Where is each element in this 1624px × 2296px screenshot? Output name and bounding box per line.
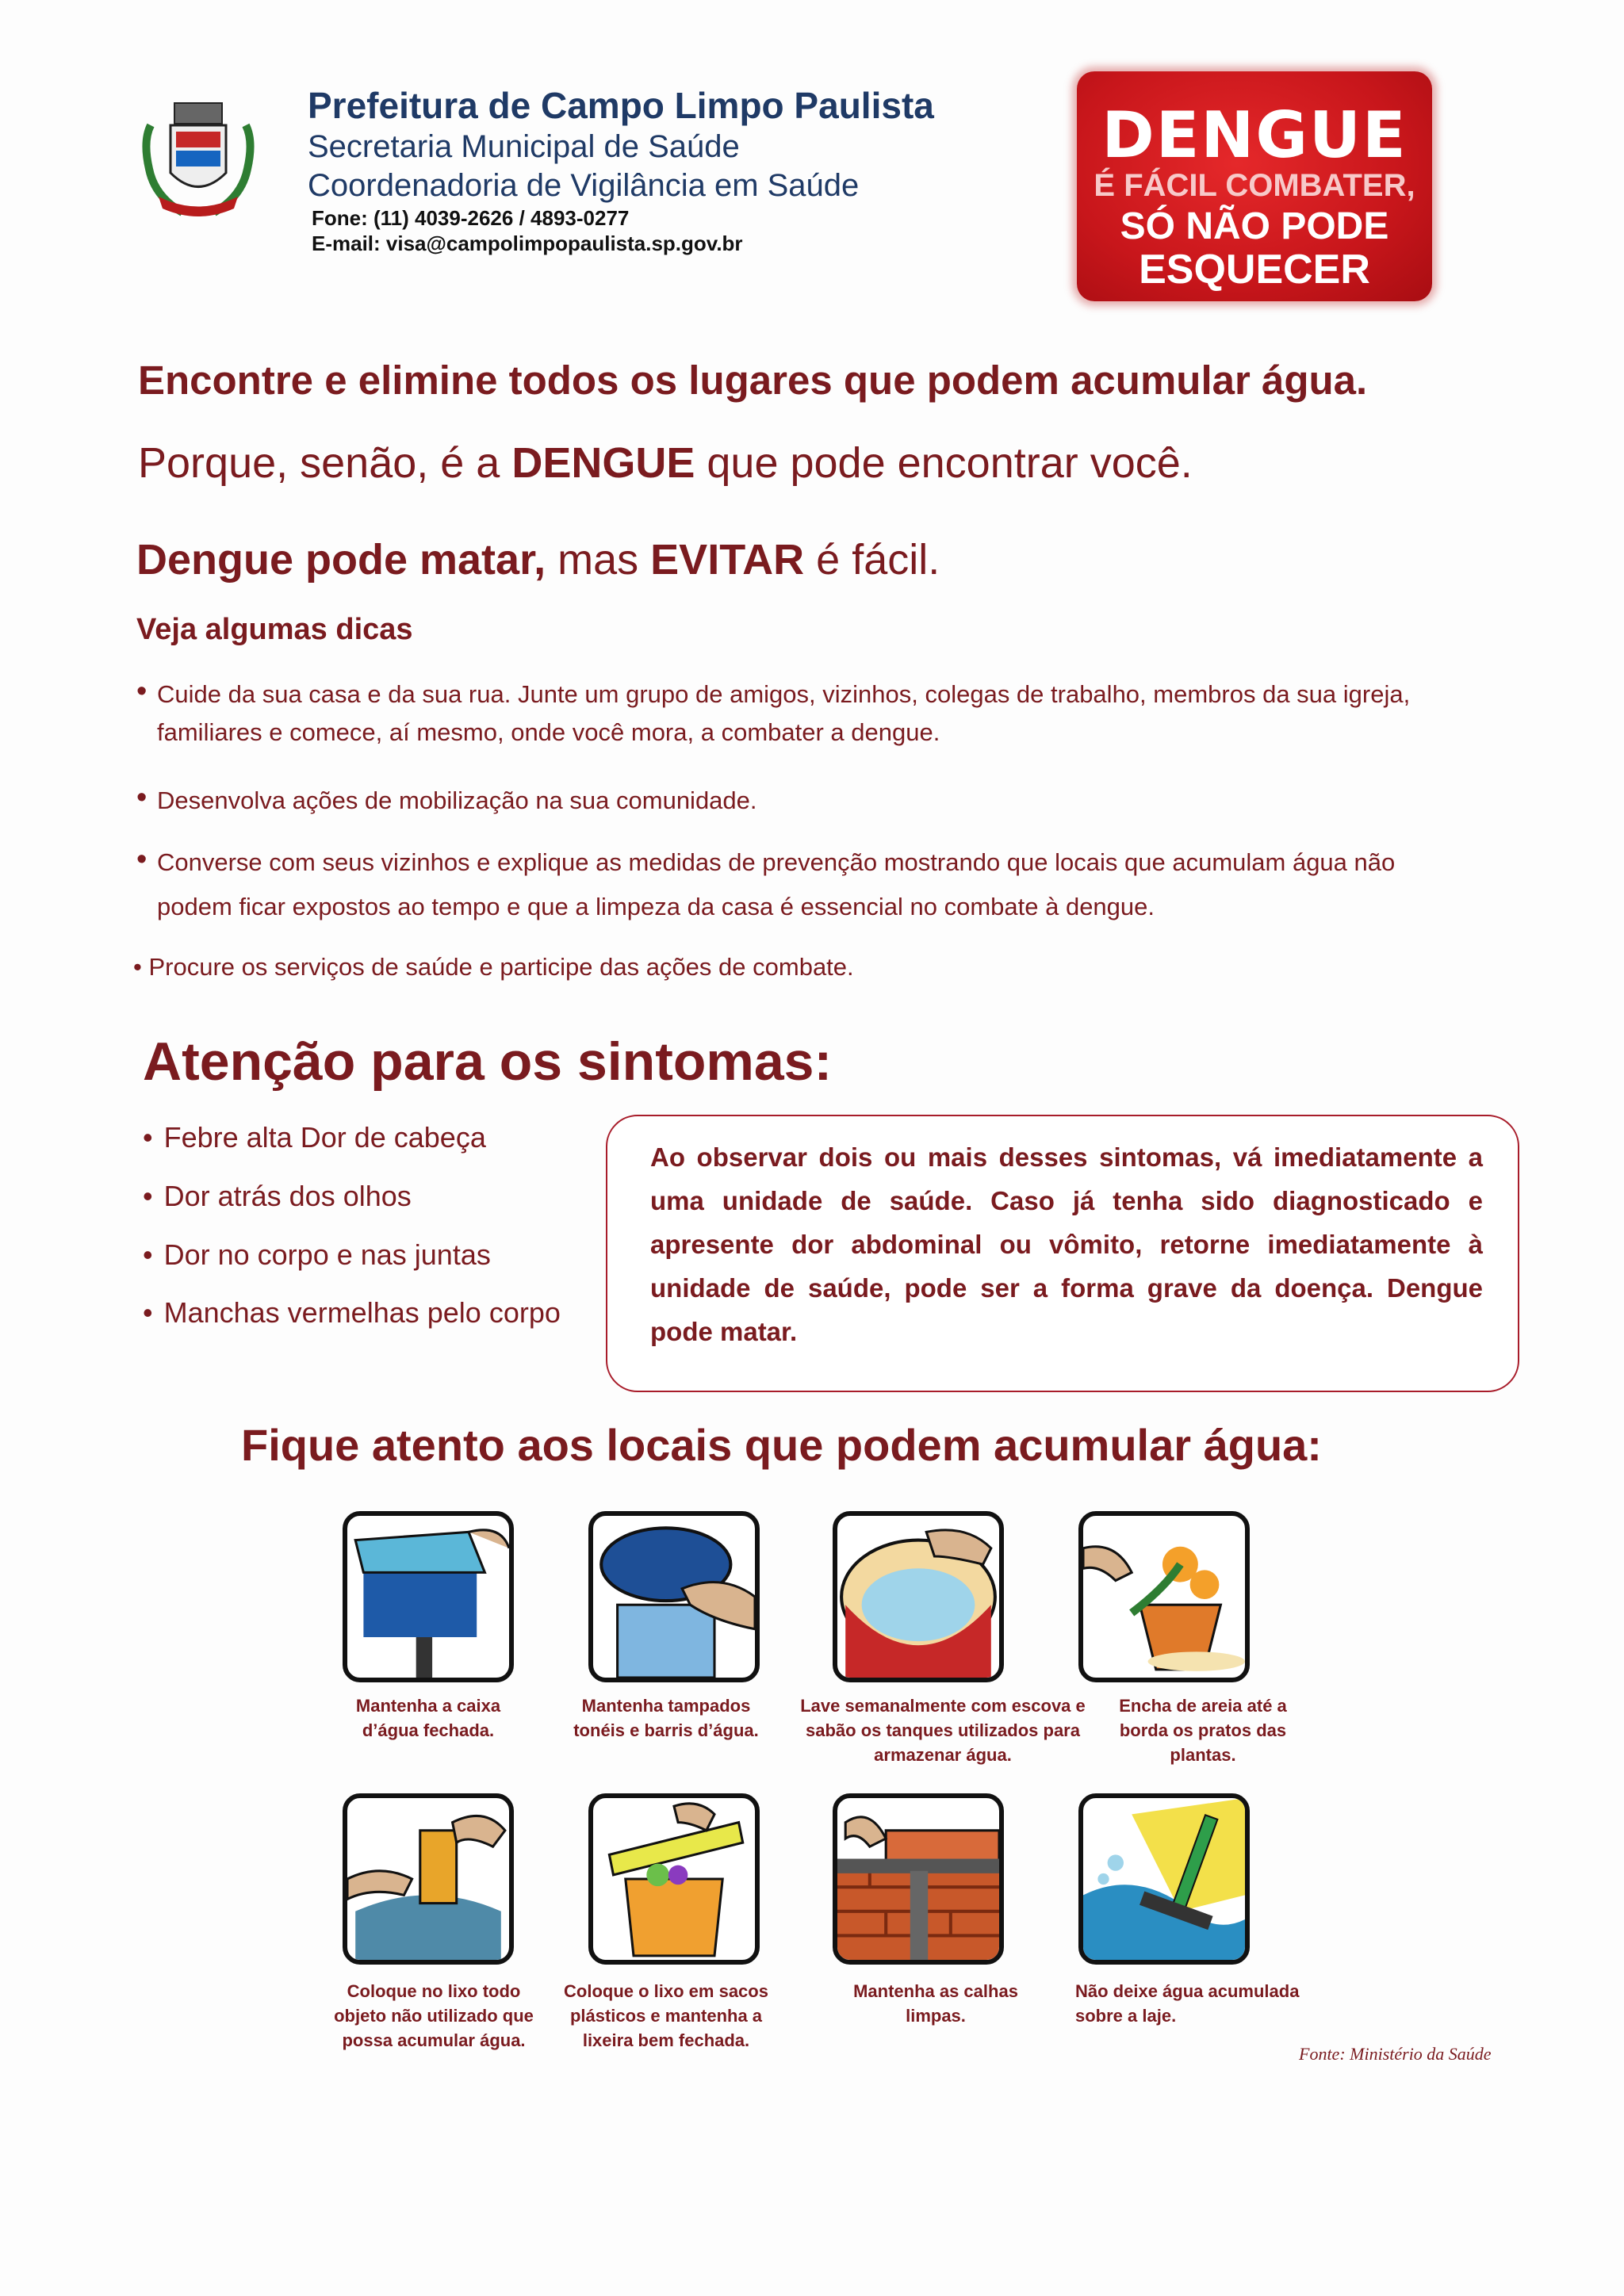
header-secretaria: Secretaria Municipal de Saúde (308, 129, 740, 164)
symptoms-title: Atenção para os sintomas: (143, 1031, 833, 1092)
washing-tub-icon (833, 1511, 1004, 1682)
source-citation: Fonte: Ministério da Saúde (1299, 2044, 1492, 2064)
tips-title: Veja algumas dicas (136, 613, 413, 646)
intro-headline: Encontre e elimine todos os lugares que podem acumular água. (138, 358, 1368, 403)
location-caption: Lave semanalmente com escova e sabão os tanques utilizados para armazenar água. (800, 1696, 1086, 1765)
badge-line2: É FÁCIL COMBATER, (1094, 168, 1415, 203)
location-caption: Mantenha a caixa d’água fechada. (355, 1696, 501, 1740)
tip-item: • Desenvolva ações de mobilização na sua comunidade. (136, 781, 757, 814)
symptom-item: • Febre alta Dor de cabeça (143, 1121, 486, 1154)
municipal-crest-icon (127, 94, 270, 228)
dengue-campaign-badge (1077, 71, 1432, 301)
symptom-item: • Manchas vermelhas pelo corpo (143, 1296, 561, 1329)
header-phone: Fone: (11) 4039-2626 / 4893-0277 (312, 206, 630, 230)
location-caption: Encha de areia até a borda os pratos das plantas. (1119, 1696, 1287, 1765)
tip-item: • Procure os serviços de saúde e participe das ações de combate. (133, 953, 854, 981)
symptom-item: • Dor atrás dos olhos (143, 1180, 412, 1212)
roof-gutter-icon (833, 1793, 1004, 1965)
water-tank-icon (343, 1511, 514, 1682)
plant-pot-sand-icon (1078, 1511, 1250, 1682)
location-caption: Não deixe água acumulada sobre a laje. (1075, 1981, 1300, 2026)
intro-kill-line: Dengue pode matar, mas EVITAR é fácil. (136, 536, 940, 584)
intro-subline: Porque, senão, é a DENGUE que pode encontrar você. (138, 439, 1193, 487)
symptom-item: • Dor no corpo e nas juntas (143, 1238, 491, 1271)
location-caption: Coloque o lixo em sacos plásticos e mantenha a lixeira bem fechada. (564, 1981, 768, 2050)
badge-word: DENGUE (1101, 98, 1408, 172)
trash-bottle-icon (343, 1793, 514, 1965)
header-email: E-mail: visa@campolimpopaulista.sp.gov.br (312, 232, 743, 255)
locations-title: Fique atento aos locais que podem acumular água: (241, 1420, 1322, 1470)
symptoms-alert-box (606, 1115, 1519, 1392)
barrel-lid-icon (588, 1511, 760, 1682)
badge-line3: SÓ NÃO PODE (1120, 205, 1389, 247)
location-caption: Mantenha as calhas limpas. (853, 1981, 1018, 2026)
slab-squeegee-icon (1078, 1793, 1250, 1965)
tip-item: • Cuide da sua casa e da sua rua. Junte um grupo de amigos, vizinhos, colegas de trabalho, membros da sua igreja, familiares e comece, aí mesmo, onde você mora, a combater a dengue. (136, 675, 1411, 746)
header-coordenadoria: Coordenadoria de Vigilância em Saúde (308, 168, 860, 203)
location-caption: Coloque no lixo todo objeto não utilizado que possa acumular água. (334, 1981, 534, 2050)
alert-text: Ao observar dois ou mais desses sintomas, vá imediatamente a uma unidade de saúde. Caso já tenha sido diagnosticado e apresente dor abdominal ou vômito, retorne imediatamente à unidade de saúde, pode ser a forma grave da doença. Dengue pode matar. (650, 1142, 1483, 1346)
badge-line4: ESQUECER (1139, 247, 1370, 293)
trash-bin-lid-icon (588, 1793, 760, 1965)
location-caption: Mantenha tampados tonéis e barris d’água. (573, 1696, 759, 1740)
tip-item: • Converse com seus vizinhos e explique as medidas de prevenção mostrando que locais que acumulam água não podem ficar expostos ao tempo e que a limpeza da casa é essencial no combate à dengue. (136, 843, 1396, 920)
header-title: Prefeitura de Campo Limpo Paulista (308, 85, 934, 126)
